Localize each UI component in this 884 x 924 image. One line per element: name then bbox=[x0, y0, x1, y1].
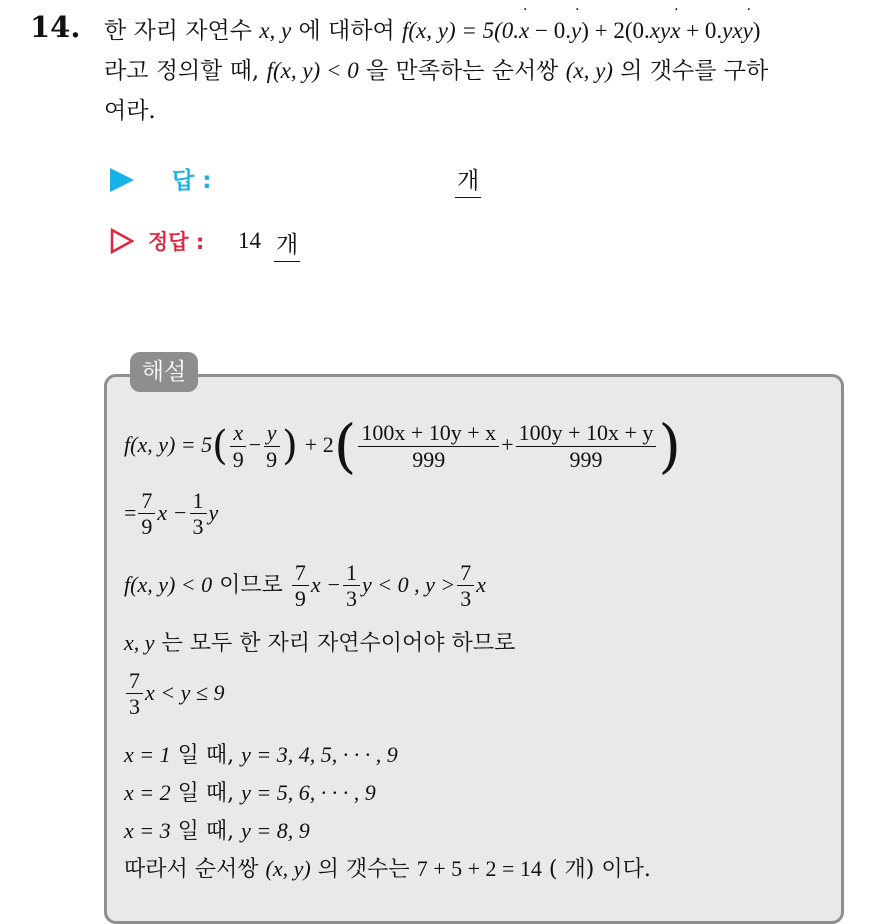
correct-answer-row bbox=[110, 224, 510, 264]
solution-line-1: f(x, y) = 5( $\frac{x}{9}$ − $\frac{y}{9}$ ) + 2( $\frac{100x + 10y + x}{999}$ + $\frac{100y + 10x + y}{999}$ ) bbox=[124, 412, 682, 480]
solution-line-6: x = 1 일 때, y = 3, 4, 5, · · · , 9 bbox=[124, 742, 398, 768]
correct-answer-value: 14 bbox=[238, 228, 261, 253]
question-line-2: 라고 정의할 때, f(x, y) < 0 을 만족하는 순서쌍 (x, y) 의 갯수를 구하 bbox=[104, 58, 769, 84]
solution-line-9: 따라서 순서쌍 (x, y) 의 갯수는 7 + 5 + 2 = 14 ( 개) 이다. bbox=[124, 856, 651, 882]
play-triangle-icon bbox=[110, 168, 134, 192]
solution-line-3: f(x, y) < 0 이므로 $\frac{7}{9}$ x − $\frac{1}{3}$ y < 0 , y > $\frac{7}{3}$ x bbox=[124, 560, 487, 612]
answer-label: 답 : bbox=[172, 168, 212, 194]
outline-triangle-icon bbox=[110, 228, 134, 254]
solution-line-8: x = 3 일 때, y = 8, 9 bbox=[124, 818, 310, 844]
solution-line-5: $\frac{7}{3}$ x < y ≤ 9 bbox=[124, 668, 224, 720]
question-line-1: 한 자리 자연수 x, y 에 대하여 f(x, y) = 5(0.x ˙ − 0.y ˙) + 2(0.xyx ˙ + 0.yxy ˙) bbox=[104, 12, 760, 45]
solution-line-2: = $\frac{7}{9}$ x − $\frac{1}{3}$ y bbox=[124, 488, 219, 540]
correct-answer-unit: 개 bbox=[274, 226, 300, 262]
correct-answer-label: 정답 : bbox=[148, 230, 205, 254]
answer-row bbox=[110, 162, 610, 200]
answer-blank[interactable]: 개 bbox=[455, 162, 481, 198]
question-line-3: 여라. bbox=[104, 98, 156, 124]
solution-tab: 해설 bbox=[130, 352, 198, 392]
question-number: 14. bbox=[30, 10, 81, 44]
solution-line-7: x = 2 일 때, y = 5, 6, · · · , 9 bbox=[124, 780, 376, 806]
solution-line-4: x, y 는 모두 한 자리 자연수이어야 하므로 bbox=[124, 630, 516, 656]
